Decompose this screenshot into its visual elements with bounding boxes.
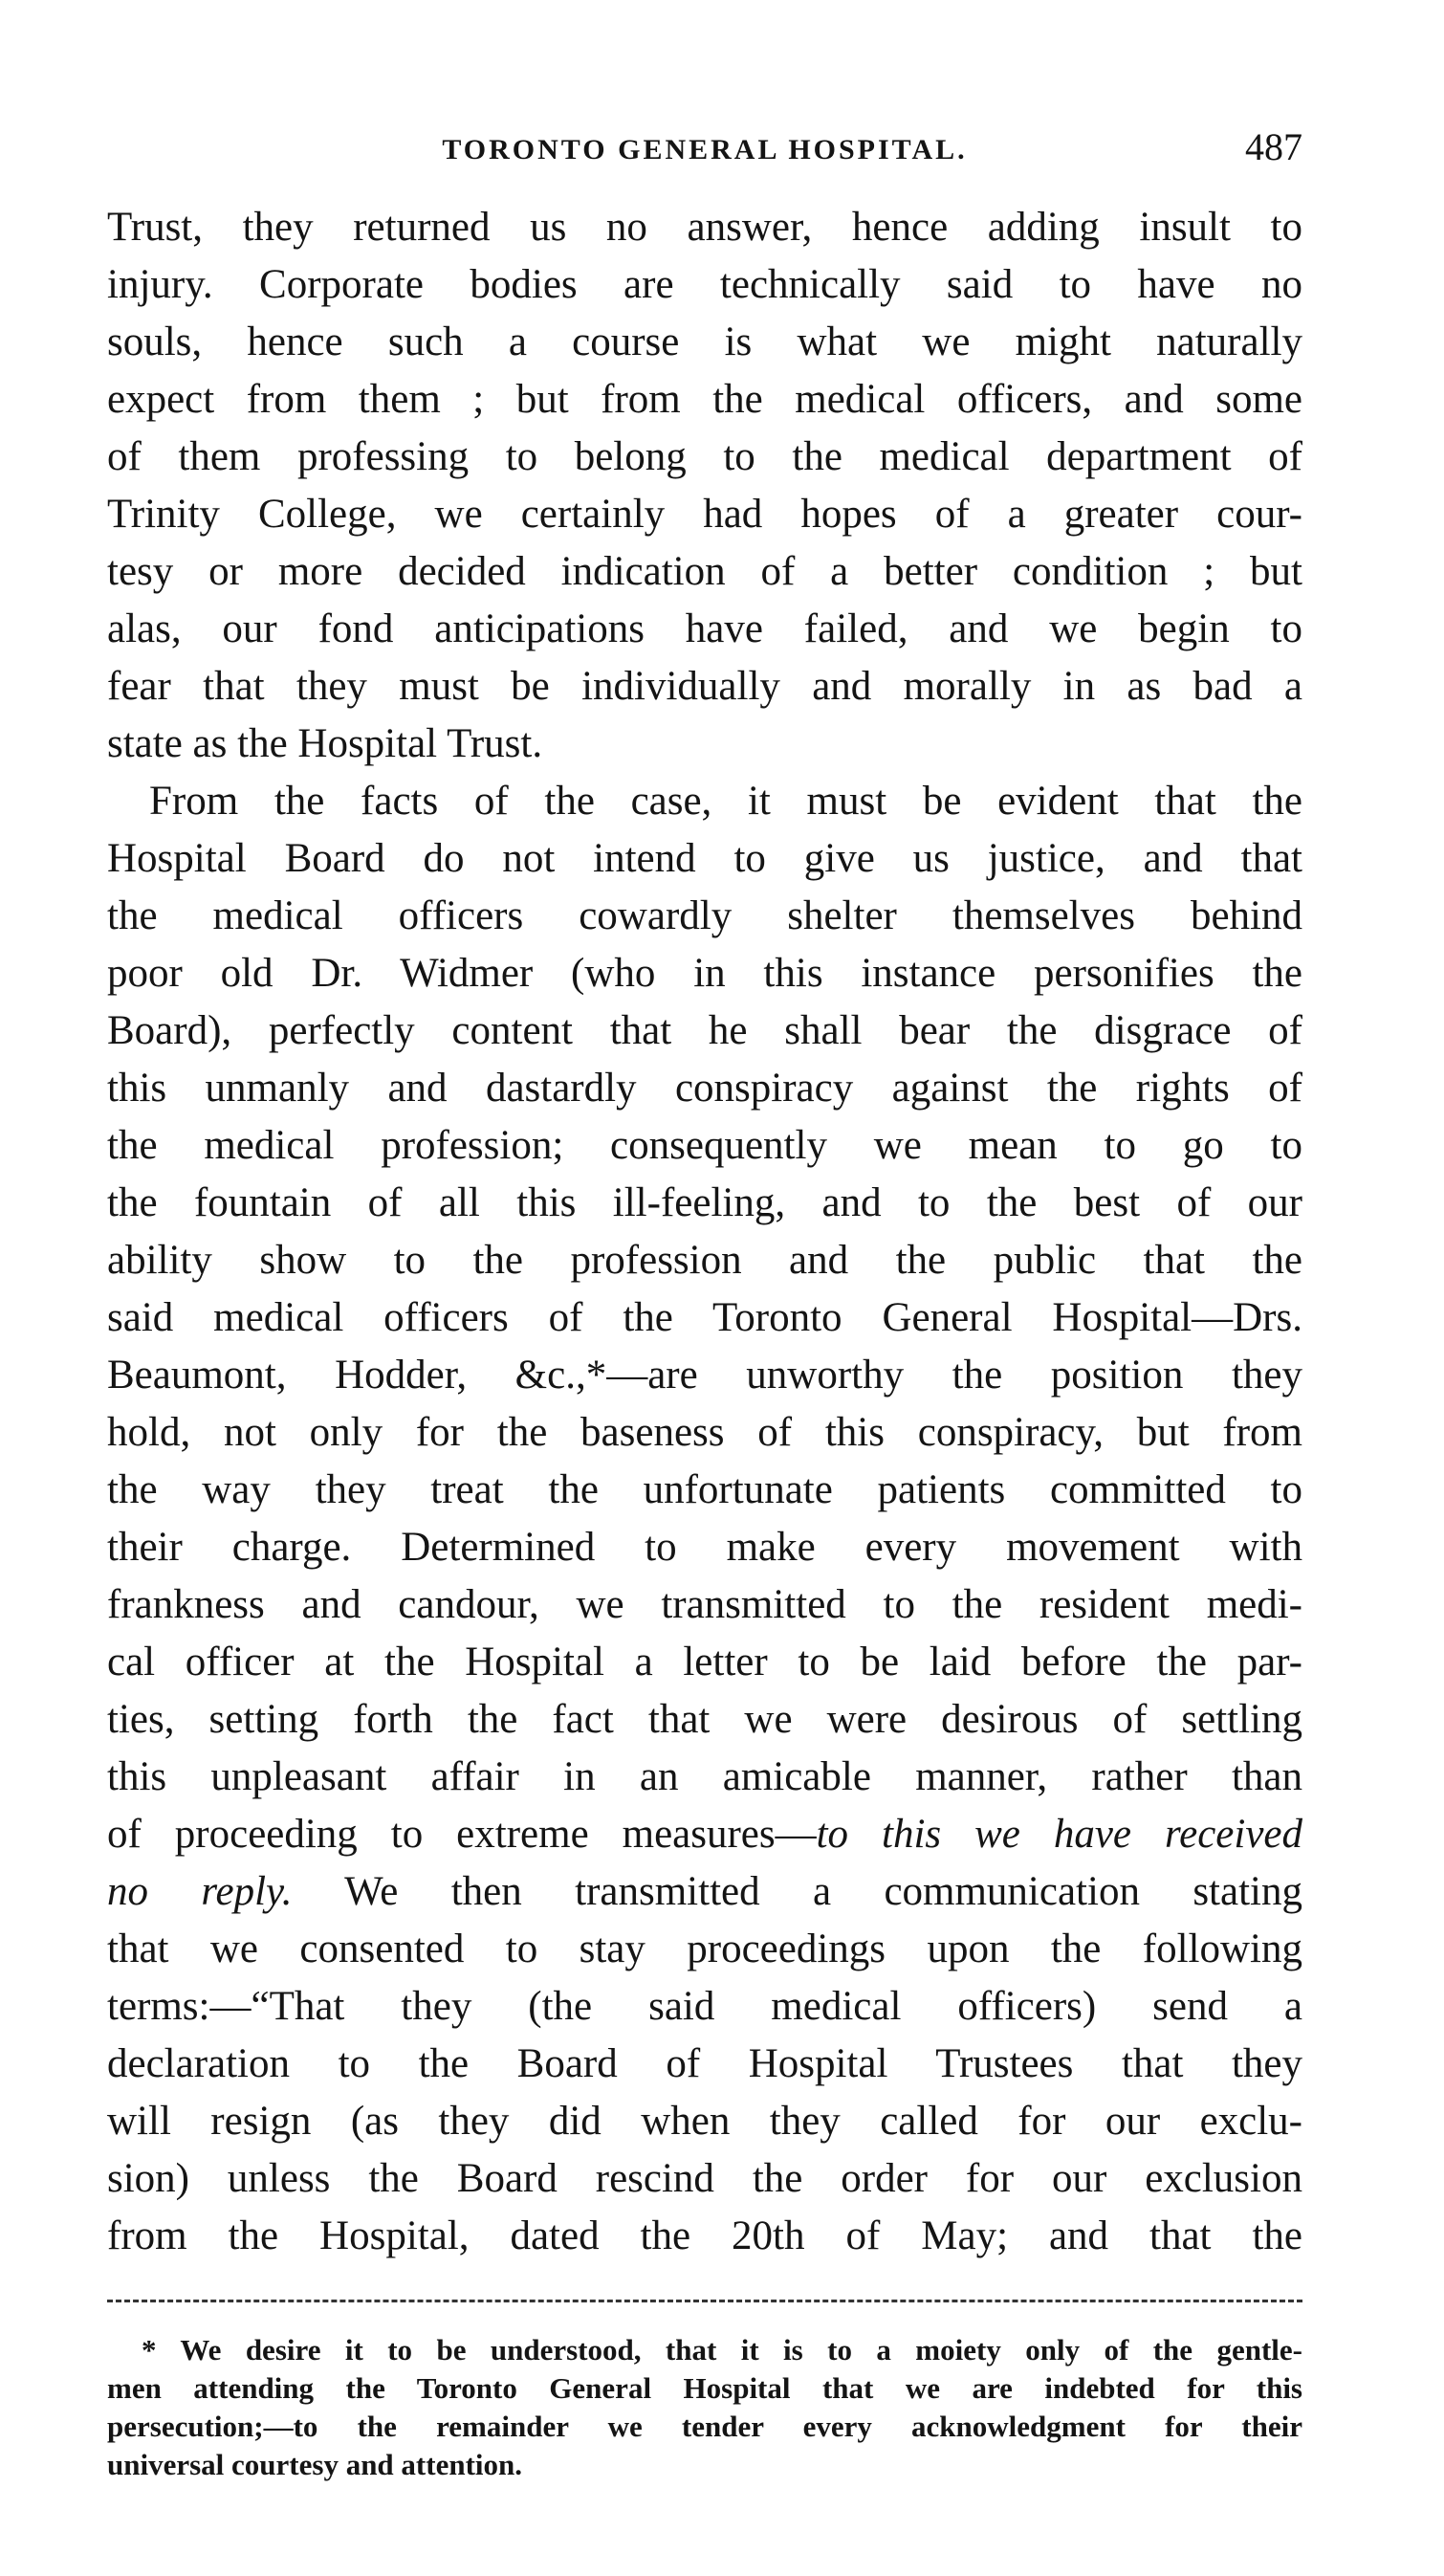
- text-line: declaration to the Board of Hospital Trustees that they: [107, 2041, 1302, 2086]
- footnote: [107, 2331, 1302, 2484]
- text-line: their charge. Determined to make every movement with: [107, 1525, 1302, 1570]
- text-line: souls, hence such a course is what we might naturally: [107, 319, 1302, 364]
- page-number: 487: [1245, 125, 1302, 168]
- text-line: expect from them ; but from the medical officers, and some: [107, 377, 1302, 422]
- text-line: [107, 1806, 1302, 1863]
- text-line: [107, 1863, 1302, 1921]
- text-line: this unpleasant affair in an amicable manner, rather than: [107, 1754, 1302, 1799]
- text-line: state as the Hospital Trust.: [107, 721, 543, 766]
- text-line: ability show to the profession and the public that the: [107, 1238, 1302, 1283]
- text-line: Hospital Board do not intend to give us justice, and that: [107, 836, 1302, 881]
- text-line: fear that they must be individually and morally in as bad a: [107, 664, 1302, 709]
- text-line: the medical profession; consequently we mean to go to: [107, 1123, 1302, 1168]
- text-line: will resign (as they did when they called for our exclu-: [107, 2099, 1302, 2144]
- text-line: the fountain of all this ill-feeling, and to the best of our: [107, 1180, 1302, 1225]
- text-line: From the facts of the case, it must be evident that the: [149, 779, 1302, 824]
- running-title: TORONTO GENERAL HOSPITAL.: [442, 134, 968, 165]
- text-line: alas, our fond anticipations have failed, and we begin to: [107, 606, 1302, 651]
- text-line: terms:—“That they (the said medical officers) send a: [107, 1984, 1302, 2029]
- text-line: this unmanly and dastardly conspiracy against the rights of: [107, 1066, 1302, 1111]
- text-line: poor old Dr. Widmer (who in this instance personifies the: [107, 951, 1302, 996]
- book-page: [107, 115, 1302, 2484]
- text-line: Beaumont, Hodder, &c.,*—are unworthy the position they: [107, 1353, 1302, 1398]
- body-text: [107, 199, 1302, 2265]
- text-line: the medical officers cowardly shelter themselves behind: [107, 893, 1302, 938]
- text-line: Trust, they returned us no answer, hence adding insult to: [107, 205, 1302, 250]
- text-line: injury. Corporate bodies are technically said to have no: [107, 262, 1302, 307]
- text-line: Trinity College, we certainly had hopes of a greater cour-: [107, 492, 1302, 537]
- text-line: that we consented to stay proceedings upon the following: [107, 1926, 1302, 1971]
- footnote-line: universal courtesy and attention.: [107, 2448, 522, 2481]
- text-fragment: of proceeding to extreme measures—: [107, 1812, 817, 1857]
- text-line: tesy or more decided indication of a better condition ; but: [107, 549, 1302, 594]
- text-line: sion) unless the Board rescind the order for our exclusion: [107, 2156, 1302, 2201]
- running-head: [107, 115, 1302, 182]
- text-line: said medical officers of the Toronto General Hospital—Drs.: [107, 1295, 1302, 1340]
- footnote-line: persecution;—to the remainder we tender every acknowledgment for their: [107, 2410, 1302, 2443]
- footnote-line: * We desire it to be understood, that it is to a moiety only of the gentle-: [142, 2333, 1302, 2367]
- italic-fragment: to this we have received: [816, 1812, 1302, 1857]
- text-line: Board), perfectly content that he shall bear the disgrace of: [107, 1008, 1302, 1053]
- text-line: from the Hospital, dated the 20th of May; and that the: [107, 2213, 1302, 2258]
- text-line: ties, setting forth the fact that we were desirous of settling: [107, 1697, 1302, 1742]
- italic-fragment: no reply.: [107, 1869, 293, 1914]
- footnote-line: men attending the Toronto General Hospital that we are indebted for this: [107, 2371, 1302, 2405]
- text-line: hold, not only for the baseness of this conspiracy, but from: [107, 1410, 1302, 1455]
- text-fragment: We then transmitted a communication stating: [292, 1869, 1302, 1914]
- footnote-divider: [107, 2300, 1302, 2302]
- text-line: of them professing to belong to the medical department of: [107, 434, 1302, 479]
- text-line: frankness and candour, we transmitted to the resident medi-: [107, 1582, 1302, 1627]
- text-line: the way they treat the unfortunate patients committed to: [107, 1467, 1302, 1512]
- text-line: cal officer at the Hospital a letter to be laid before the par-: [107, 1640, 1302, 1684]
